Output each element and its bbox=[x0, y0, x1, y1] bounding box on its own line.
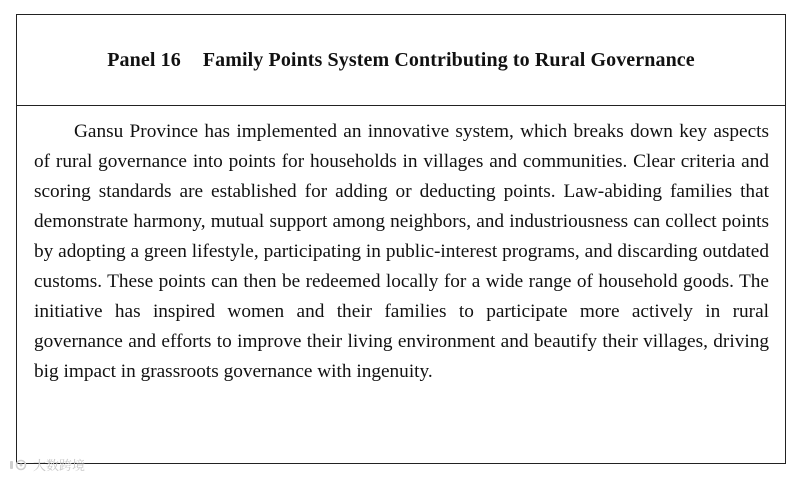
watermark-text: 大数跨境 bbox=[33, 459, 86, 474]
panel-body bbox=[17, 106, 785, 387]
panel-title-text: Family Points System Contributing to Rural Governance bbox=[202, 48, 695, 71]
panel-number: Panel 16 bbox=[107, 48, 181, 71]
panel-box bbox=[16, 14, 786, 464]
panel-header bbox=[17, 15, 785, 106]
watermark-logo-icon bbox=[9, 459, 29, 471]
panel-title bbox=[107, 49, 695, 72]
panel-body-text: Gansu Province has implemented an innovative system, which breaks down key aspects of rural governance into points for households in villages and communities. Clear criteria and scoring standards are established for adding or deducting points. Law-abiding families that demonstrate harmony, mutual support among neighbors, and industriousness can collect points by adopting a green lifestyle, participating in public-interest programs, and discarding outdated customs. These points can then be redeemed locally for a wide range of household goods. The initiative has inspired women and their families to participate more actively in rural governance and efforts to improve their living environment and beautify their villages, driving big impact in grassroots governance with ingenuity. bbox=[34, 121, 769, 382]
watermark bbox=[9, 455, 85, 474]
